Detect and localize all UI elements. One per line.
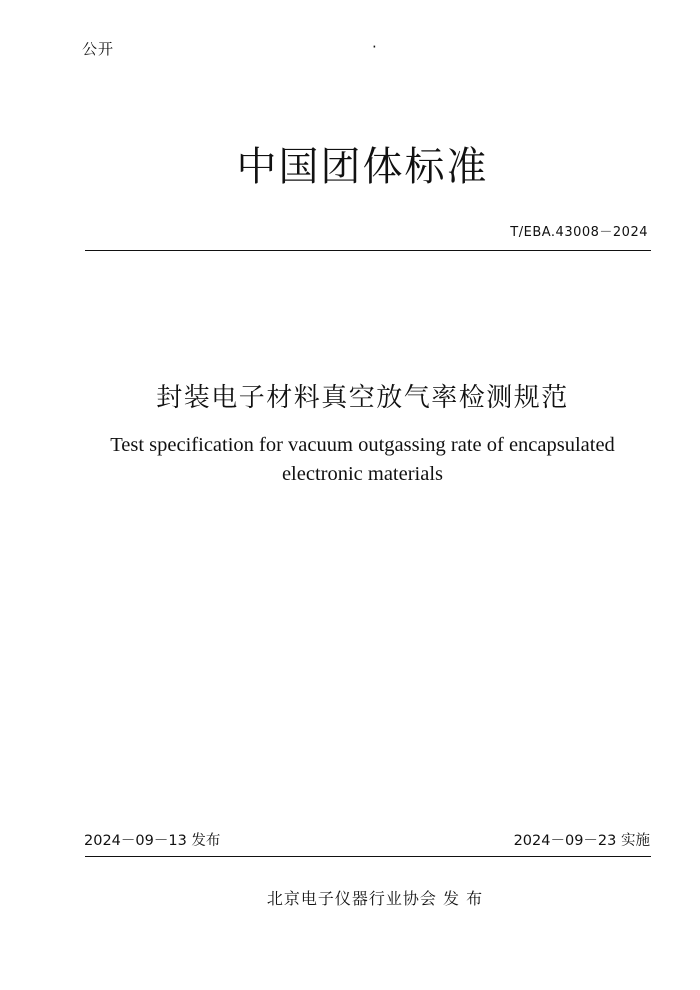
standard-number: T/EBA.43008－2024 (510, 225, 648, 240)
standard-type-heading: 中国团体标准 (236, 144, 489, 190)
bottom-divider (85, 856, 651, 857)
issue-date: 2024－09－13 发布 (84, 833, 221, 849)
classification-label: 公开 (82, 40, 115, 58)
document-title-english: Test specification for vacuum outgassing rate of encapsulated electronic materials (110, 434, 615, 485)
implementation-date: 2024－09－23 实施 (513, 833, 650, 849)
document-title-chinese: 封装电子材料真空放气率检测规范 (156, 383, 569, 413)
publisher-line: 北京电子仪器行业协会 发 布 (266, 889, 484, 908)
top-divider (85, 250, 651, 251)
header-dot: · (372, 38, 377, 56)
